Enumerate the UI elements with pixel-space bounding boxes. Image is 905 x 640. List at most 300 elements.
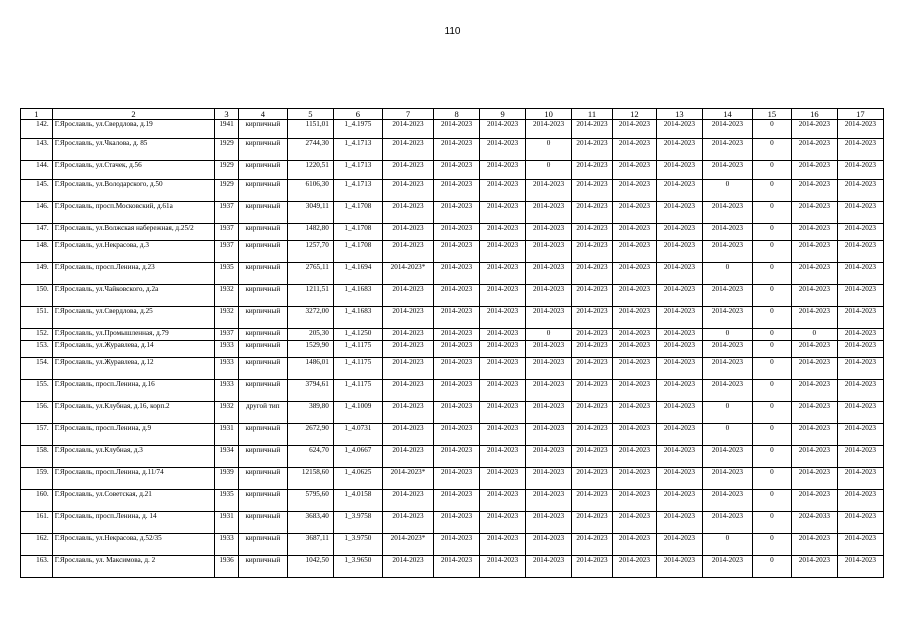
table-cell: 1211,51 [287, 285, 333, 307]
table-cell: 2014-2023 [656, 139, 702, 161]
table-cell: 1_4.1683 [333, 307, 382, 329]
table-cell: 2014-2023 [656, 424, 702, 446]
table-row [21, 180, 884, 202]
table-cell: 2014-2023 [612, 341, 656, 358]
table-cell: 1529,90 [287, 341, 333, 358]
column-header: 7 [382, 109, 433, 120]
table-cell: 2014-2023 [791, 380, 837, 402]
column-header: 10 [526, 109, 572, 120]
table-cell: 2014-2023 [382, 202, 433, 224]
table-cell: 2014-2023 [382, 329, 433, 341]
table-cell: 0 [753, 358, 792, 380]
table-cell: 2014-2023 [382, 120, 433, 139]
column-header: 2 [52, 109, 215, 120]
table-cell: 2014-2023 [572, 224, 613, 241]
table-cell: 2014-2023 [612, 446, 656, 468]
table-cell: 2014-2023 [572, 241, 613, 263]
table-cell: 2014-2023 [526, 202, 572, 224]
table-cell: 0 [791, 329, 837, 341]
table-cell: 2014-2023 [656, 329, 702, 341]
table-cell: 2014-2023 [434, 329, 480, 341]
table-cell: 2014-2023 [480, 241, 526, 263]
table-cell: 2014-2023 [382, 224, 433, 241]
table-body [21, 120, 884, 578]
table-cell: 0 [702, 424, 752, 446]
table-cell: 1929 [215, 139, 239, 161]
table-cell: 2014-2023 [434, 534, 480, 556]
table-cell: 2014-2023 [572, 202, 613, 224]
table-cell: кирпичный [238, 180, 287, 202]
table-row [21, 202, 884, 224]
table-cell: 2014-2023 [612, 139, 656, 161]
table-cell: 2014-2023 [656, 224, 702, 241]
table-cell: 2014-2023 [572, 402, 613, 424]
table-cell: 2014-2023 [382, 380, 433, 402]
row-number-cell: 147. [21, 224, 53, 241]
table-cell: 2014-2023 [702, 161, 752, 180]
table-cell: кирпичный [238, 161, 287, 180]
table-cell: 2014-2023 [702, 446, 752, 468]
table-cell: 0 [753, 139, 792, 161]
table-cell: 0 [753, 446, 792, 468]
table-cell: 2014-2023 [612, 556, 656, 578]
table-cell: 2014-2023 [837, 161, 883, 180]
address-cell: Г.Ярославль, просп.Ленина, д.23 [52, 263, 215, 285]
table-cell: 2014-2023 [572, 512, 613, 534]
row-number-cell: 153. [21, 341, 53, 358]
row-number-cell: 154. [21, 358, 53, 380]
table-cell: 2014-2023 [434, 285, 480, 307]
table-cell: 2014-2023 [526, 468, 572, 490]
table-cell: 1929 [215, 180, 239, 202]
table-cell: 2014-2023* [382, 263, 433, 285]
table-cell: 2014-2023 [480, 490, 526, 512]
table-cell: 0 [753, 468, 792, 490]
table-cell: 3794,61 [287, 380, 333, 402]
address-cell: Г.Ярославль, просп.Московский, д.61а [52, 202, 215, 224]
column-header: 16 [791, 109, 837, 120]
table-cell: 2014-2023 [612, 263, 656, 285]
table-cell: 0 [753, 512, 792, 534]
table-cell: 624,70 [287, 446, 333, 468]
table-cell: 0 [753, 424, 792, 446]
table-row [21, 556, 884, 578]
table-cell: 2024-2033 [791, 512, 837, 534]
housing-table [20, 108, 884, 578]
table-row [21, 263, 884, 285]
table-cell: кирпичный [238, 534, 287, 556]
table-row [21, 424, 884, 446]
table-cell: 2014-2023 [382, 161, 433, 180]
table-cell: 2014-2023 [612, 307, 656, 329]
column-header: 12 [612, 109, 656, 120]
column-header: 3 [215, 109, 239, 120]
table-cell: 1937 [215, 241, 239, 263]
table-cell: 2014-2023 [791, 139, 837, 161]
table-cell: 2014-2023 [791, 285, 837, 307]
table-cell: 3683,40 [287, 512, 333, 534]
table-cell: 1931 [215, 424, 239, 446]
table-cell: 2744,30 [287, 139, 333, 161]
table-cell: 2014-2023* [382, 468, 433, 490]
row-number-cell: 156. [21, 402, 53, 424]
table-cell: 2014-2023 [480, 380, 526, 402]
table-cell: кирпичный [238, 329, 287, 341]
table-cell: 2014-2023 [434, 263, 480, 285]
table-cell: 2014-2023 [480, 180, 526, 202]
table-cell: 2014-2023 [656, 402, 702, 424]
table-cell: 3272,00 [287, 307, 333, 329]
table-cell: 2014-2023 [480, 161, 526, 180]
table-cell: 2014-2023 [791, 534, 837, 556]
table-cell: 2014-2023 [526, 446, 572, 468]
table-row [21, 307, 884, 329]
table-cell: 2014-2023 [837, 534, 883, 556]
row-number-cell: 151. [21, 307, 53, 329]
table-cell: 1931 [215, 512, 239, 534]
table-cell: 2765,11 [287, 263, 333, 285]
column-header: 9 [480, 109, 526, 120]
table-cell: 3049,11 [287, 202, 333, 224]
table-cell: 2014-2023 [656, 161, 702, 180]
table-cell: кирпичный [238, 120, 287, 139]
table-cell: 2014-2023 [526, 358, 572, 380]
table-cell: 2014-2023 [526, 512, 572, 534]
table-row [21, 329, 884, 341]
row-number-cell: 150. [21, 285, 53, 307]
address-cell: Г.Ярославль, ул. Максимова, д. 2 [52, 556, 215, 578]
table-cell: 2014-2023 [572, 446, 613, 468]
table-cell: 2014-2023 [656, 341, 702, 358]
table-cell: 2014-2023 [434, 161, 480, 180]
table-cell: 2014-2023 [837, 556, 883, 578]
table-cell: 1_4.1175 [333, 358, 382, 380]
table-cell: 0 [753, 380, 792, 402]
table-cell: 1_4.0731 [333, 424, 382, 446]
table-cell: 2014-2023 [480, 358, 526, 380]
table-cell: 1929 [215, 161, 239, 180]
table-row [21, 241, 884, 263]
address-cell: Г.Ярославль, просп.Ленина, д.11/74 [52, 468, 215, 490]
table-cell: кирпичный [238, 490, 287, 512]
table-cell: 2014-2023 [612, 285, 656, 307]
table-cell: 2014-2023 [434, 202, 480, 224]
address-cell: Г.Ярославль, ул.Чкалова, д. 85 [52, 139, 215, 161]
column-header: 13 [656, 109, 702, 120]
table-cell: 2014-2023 [526, 263, 572, 285]
table-cell: 2014-2023 [656, 120, 702, 139]
row-number-cell: 157. [21, 424, 53, 446]
table-cell: 2014-2023 [791, 402, 837, 424]
table-cell: 2014-2023 [526, 241, 572, 263]
table-cell: 0 [526, 139, 572, 161]
table-cell: 2014-2023 [572, 263, 613, 285]
table-cell: 1151,01 [287, 120, 333, 139]
table-cell: 2014-2023 [480, 534, 526, 556]
address-cell: Г.Ярославль, ул.Клубная, д.3 [52, 446, 215, 468]
table-cell: 2014-2023 [612, 358, 656, 380]
table-cell: 2014-2023 [837, 263, 883, 285]
table-cell: 2014-2023 [656, 263, 702, 285]
table-cell: 1933 [215, 380, 239, 402]
page-number: 110 [444, 26, 461, 37]
table-cell: 0 [753, 120, 792, 139]
table-cell: 2014-2023 [791, 446, 837, 468]
table-cell: 2014-2023 [572, 180, 613, 202]
table-cell: 1_4.1708 [333, 202, 382, 224]
table-cell: 2014-2023 [526, 180, 572, 202]
table-cell: 2014-2023 [702, 307, 752, 329]
table-cell: 2014-2023 [702, 341, 752, 358]
table-cell: 2014-2023 [791, 180, 837, 202]
table-cell: 2014-2023 [480, 512, 526, 534]
table-cell: 2014-2023 [612, 402, 656, 424]
table-cell: 0 [702, 180, 752, 202]
table-cell: 2014-2023 [702, 380, 752, 402]
table-cell: 2014-2023 [526, 341, 572, 358]
table-cell: 2014-2023 [526, 307, 572, 329]
table-cell: 2014-2023 [837, 446, 883, 468]
table-cell: 389,80 [287, 402, 333, 424]
table-cell: 0 [753, 490, 792, 512]
row-number-cell: 162. [21, 534, 53, 556]
table-cell: 2014-2023 [656, 534, 702, 556]
address-cell: Г.Ярославль, ул.Свердлова, д.25 [52, 307, 215, 329]
table-cell: кирпичный [238, 424, 287, 446]
table-cell: 2014-2023 [526, 380, 572, 402]
table-cell: 2014-2023 [434, 180, 480, 202]
table-cell: 2014-2023 [837, 307, 883, 329]
table-row [21, 446, 884, 468]
table-cell: кирпичный [238, 556, 287, 578]
row-number-cell: 145. [21, 180, 53, 202]
table-cell: 1257,70 [287, 241, 333, 263]
table-row [21, 468, 884, 490]
table-cell: 2014-2023 [572, 285, 613, 307]
table-cell: 2014-2023 [656, 468, 702, 490]
table-cell: 1935 [215, 263, 239, 285]
table-cell: 2014-2023 [837, 402, 883, 424]
table-cell: 2014-2023 [837, 341, 883, 358]
table-cell: 2014-2023 [572, 161, 613, 180]
table-cell: 1932 [215, 307, 239, 329]
table-cell: 1933 [215, 534, 239, 556]
table-cell: 2014-2023 [526, 285, 572, 307]
table-cell: 0 [753, 202, 792, 224]
address-cell: Г.Ярославль, ул.Журавлева, д.12 [52, 358, 215, 380]
table-cell: 0 [753, 307, 792, 329]
column-header: 14 [702, 109, 752, 120]
table-cell: 2014-2023 [572, 534, 613, 556]
table-cell: 2014-2023 [434, 490, 480, 512]
table-cell: 0 [753, 241, 792, 263]
table-row [21, 490, 884, 512]
table-cell: 0 [702, 263, 752, 285]
row-number-cell: 159. [21, 468, 53, 490]
row-number-cell: 143. [21, 139, 53, 161]
table-cell: 2014-2023 [434, 556, 480, 578]
table-cell: 0 [702, 402, 752, 424]
table-cell: 2014-2023 [791, 202, 837, 224]
table-cell: 0 [753, 556, 792, 578]
table-cell: 2014-2023 [612, 241, 656, 263]
table-cell: 2014-2023 [702, 512, 752, 534]
table-cell: 2014-2023 [572, 307, 613, 329]
table-cell: 2014-2023 [656, 446, 702, 468]
table-cell: 2014-2023 [434, 307, 480, 329]
table-cell: 2014-2023 [480, 468, 526, 490]
table-row [21, 161, 884, 180]
address-cell: Г.Ярославль, ул.Володарского, д.50 [52, 180, 215, 202]
table-cell: 1_4.0625 [333, 468, 382, 490]
table-cell: 2014-2023 [837, 139, 883, 161]
table-cell: 2014-2023 [480, 263, 526, 285]
table-cell: 2014-2023 [791, 307, 837, 329]
table-cell: 1_4.1713 [333, 139, 382, 161]
table-cell: 0 [753, 161, 792, 180]
table-cell: кирпичный [238, 512, 287, 534]
table-cell: 2014-2023 [572, 380, 613, 402]
address-cell: Г.Ярославль, ул.Клубная, д.16, корп.2 [52, 402, 215, 424]
table-cell: 2014-2023 [480, 224, 526, 241]
table-cell: 2014-2023 [526, 424, 572, 446]
table-cell: 0 [753, 402, 792, 424]
table-cell: 2014-2023 [702, 358, 752, 380]
table-cell: 2014-2023 [480, 285, 526, 307]
table-cell: 2014-2023 [656, 380, 702, 402]
table-cell: 2014-2023 [434, 224, 480, 241]
table-cell: 2014-2023 [434, 380, 480, 402]
row-number-cell: 160. [21, 490, 53, 512]
table-cell: 205,30 [287, 329, 333, 341]
table-cell: 2014-2023 [702, 468, 752, 490]
table-cell: 1_4.0667 [333, 446, 382, 468]
table-cell: 2014-2023 [612, 490, 656, 512]
table-cell: 1_4.1683 [333, 285, 382, 307]
row-number-cell: 144. [21, 161, 53, 180]
table-cell: 1_3.9750 [333, 534, 382, 556]
address-cell: Г.Ярославль, ул.Промышленная, д.79 [52, 329, 215, 341]
table-cell: 2014-2023 [656, 202, 702, 224]
table-cell: 2014-2023 [612, 512, 656, 534]
address-cell: Г.Ярославль, просп.Ленина, д.16 [52, 380, 215, 402]
table-cell: 1933 [215, 358, 239, 380]
table-cell: 2014-2023 [702, 139, 752, 161]
table-cell: 2014-2023 [702, 241, 752, 263]
table-cell: 2014-2023 [480, 446, 526, 468]
table-cell: 0 [753, 329, 792, 341]
table-cell: 2014-2023 [837, 424, 883, 446]
table-cell: 2014-2023 [572, 329, 613, 341]
table-row [21, 224, 884, 241]
table-cell: 2014-2023 [837, 241, 883, 263]
row-number-cell: 142. [21, 120, 53, 139]
table-cell: 1932 [215, 402, 239, 424]
table-cell: 2014-2023 [434, 120, 480, 139]
address-cell: Г.Ярославль, ул.Волжская набережная, д.25/2 [52, 224, 215, 241]
table-cell: 2014-2023 [656, 490, 702, 512]
table-cell: 2014-2023 [837, 329, 883, 341]
address-cell: Г.Ярославль, ул.Советская, д.21 [52, 490, 215, 512]
table-cell: 0 [702, 534, 752, 556]
table-cell: 2014-2023 [612, 120, 656, 139]
table-cell: 0 [526, 161, 572, 180]
table-cell: 2014-2023 [837, 285, 883, 307]
table-cell: 2014-2023 [837, 512, 883, 534]
table-cell: 2014-2023 [480, 402, 526, 424]
table-cell: 2014-2023 [612, 380, 656, 402]
table-cell: 2014-2023 [791, 224, 837, 241]
table-cell: 2014-2023 [612, 224, 656, 241]
table-cell: кирпичный [238, 224, 287, 241]
table-cell: 3687,11 [287, 534, 333, 556]
table-cell: 2014-2023 [572, 341, 613, 358]
table-row [21, 358, 884, 380]
table-cell: 2014-2023 [837, 358, 883, 380]
address-cell: Г.Ярославль, ул.Стачек, д.56 [52, 161, 215, 180]
table-cell: 2014-2023 [382, 341, 433, 358]
table-cell: 0 [753, 224, 792, 241]
table-cell: 2014-2023 [434, 402, 480, 424]
table-cell: 2014-2023 [434, 512, 480, 534]
table-cell: 2014-2023 [702, 224, 752, 241]
table-cell: 1042,50 [287, 556, 333, 578]
table-cell: кирпичный [238, 358, 287, 380]
table-cell: 2014-2023 [837, 202, 883, 224]
table-cell: 0 [753, 180, 792, 202]
table-cell: 2014-2023 [572, 424, 613, 446]
table-cell: 2014-2023 [572, 556, 613, 578]
table-cell: 1935 [215, 490, 239, 512]
table-cell: 1_4.1975 [333, 120, 382, 139]
table-cell: 1932 [215, 285, 239, 307]
table-cell: 2014-2023 [480, 120, 526, 139]
table-cell: 2014-2023 [382, 402, 433, 424]
table-cell: 1482,80 [287, 224, 333, 241]
table-cell: кирпичный [238, 263, 287, 285]
table-row [21, 139, 884, 161]
table-cell: 2014-2023 [382, 241, 433, 263]
table-cell: 2014-2023 [656, 180, 702, 202]
table-cell: 1_3.9650 [333, 556, 382, 578]
table-cell: 2014-2023 [837, 224, 883, 241]
table-cell: 2014-2023 [572, 468, 613, 490]
table-cell: 2014-2023 [434, 358, 480, 380]
table-cell: 1936 [215, 556, 239, 578]
table-cell: 2014-2023 [702, 120, 752, 139]
table-cell: кирпичный [238, 446, 287, 468]
table-cell: 2014-2023 [837, 468, 883, 490]
row-number-cell: 163. [21, 556, 53, 578]
table-cell: 2014-2023 [434, 446, 480, 468]
table-cell: 2014-2023 [480, 139, 526, 161]
table-cell: кирпичный [238, 307, 287, 329]
table-cell: 2014-2023 [382, 424, 433, 446]
table-cell: 0 [702, 329, 752, 341]
table-cell: 2014-2023 [480, 202, 526, 224]
table-cell: 2014-2023 [382, 490, 433, 512]
table-cell: 2014-2023 [791, 490, 837, 512]
table-cell: 2014-2023 [791, 424, 837, 446]
table-cell: кирпичный [238, 341, 287, 358]
column-header: 15 [753, 109, 792, 120]
table-cell: 2014-2023 [656, 241, 702, 263]
table-cell: 2014-2023 [612, 161, 656, 180]
table-cell: кирпичный [238, 380, 287, 402]
table-cell: 2014-2023 [382, 180, 433, 202]
table-cell: 2014-2023 [382, 512, 433, 534]
table-cell: 2014-2023 [791, 358, 837, 380]
